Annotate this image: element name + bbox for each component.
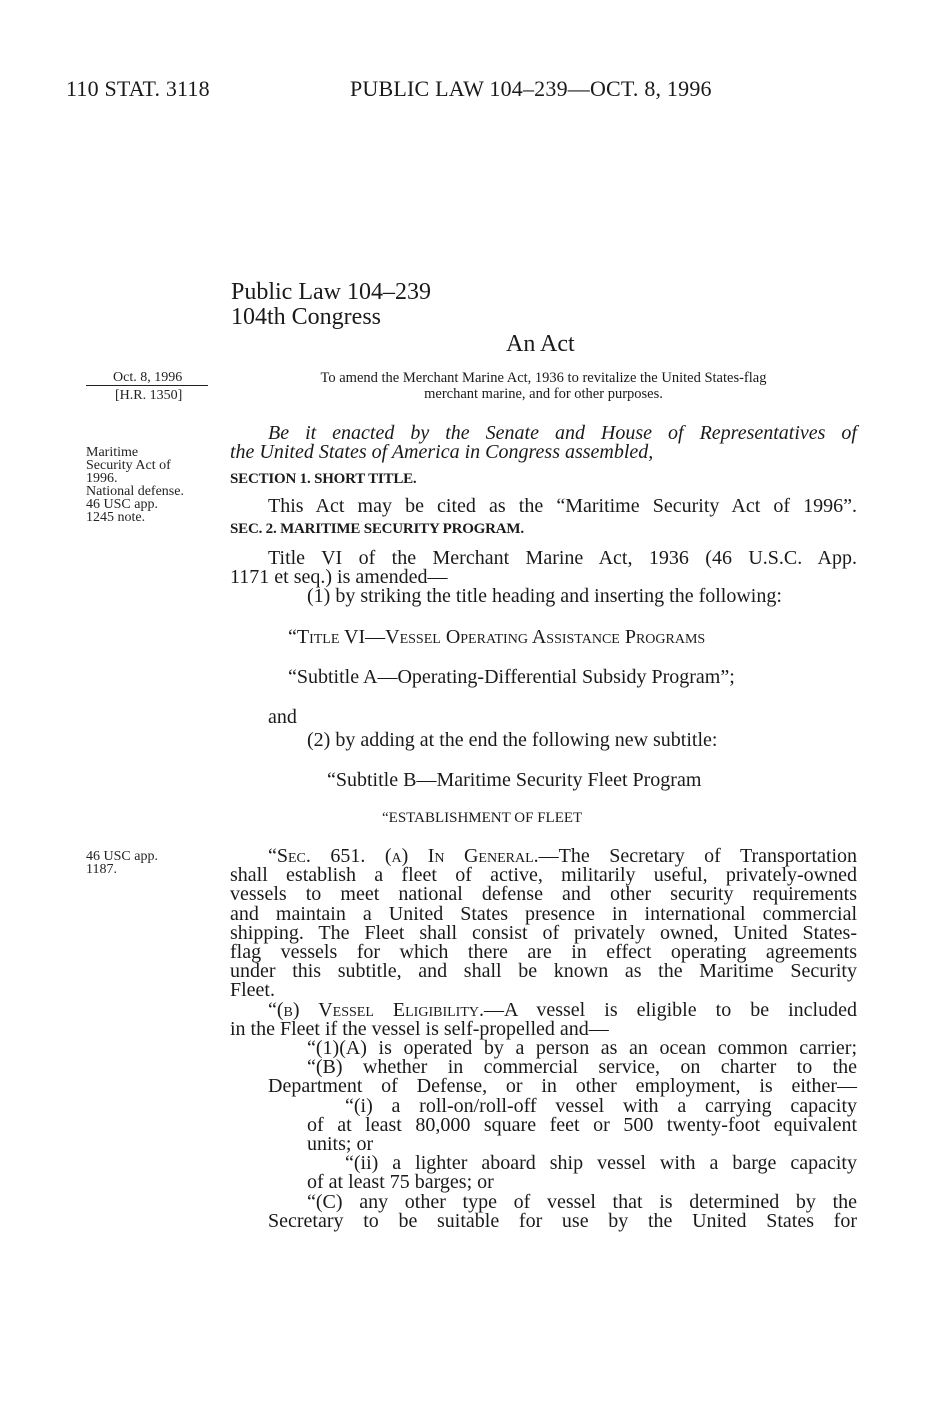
act-purpose xyxy=(230,370,857,402)
sec651-a-line: “Sec. 651. (a) In General.—The Secretary of Transportation xyxy=(268,845,857,867)
margin-note-line: 46 USC app. xyxy=(86,497,158,512)
sec651-a-line: vessels to meet national defense and other security requirements xyxy=(230,883,857,906)
sec651-bB-line: “(B) whether in commercial service, on charter to the xyxy=(307,1056,857,1079)
sec651-bi-line: “(i) a roll-on/roll-off vessel with a carrying capacity xyxy=(345,1094,857,1117)
subtitle-b-heading: “Subtitle B—Maritime Security Fleet Program xyxy=(327,769,702,791)
sec651-a-line: and maintain a United States presence in international commercial xyxy=(230,902,857,925)
section2-intro-line2: 1171 et seq.) is amended— xyxy=(230,566,448,588)
public-law-number: Public Law 104–239 xyxy=(231,279,431,305)
running-header-title: PUBLIC LAW 104–239—OCT. 8, 1996 xyxy=(350,76,712,101)
margin-note-sec651 xyxy=(86,850,158,876)
margin-note-line: Security Act of xyxy=(86,458,171,473)
purpose-line: merchant marine, and for other purposes. xyxy=(424,386,663,402)
sec651-bi-line: units; or xyxy=(307,1133,374,1156)
sec651-b-line: in the Fleet if the vessel is self-propelled and— xyxy=(230,1017,609,1040)
sec651-a-line: flag vessels for which there are in effect operating agreements xyxy=(230,941,857,964)
sec651-b-lead: “(b) Vessel Eligibility. xyxy=(268,998,484,1021)
connector-and: and xyxy=(268,706,297,728)
bill-number: [H.R. 1350] xyxy=(115,388,183,403)
sec651-b-line: “(b) Vessel Eligibility.—A vessel is eligible to be included xyxy=(268,998,857,1021)
margin-note-line: 46 USC app. xyxy=(86,849,158,864)
act-label: An Act xyxy=(506,331,575,357)
sec651-b1a: “(1)(A) is operated by a person as an ocean common carrier; xyxy=(307,1037,857,1060)
section2-intro-line1: Title VI of the Merchant Marine Act, 1936 (46 U.S.C. App. xyxy=(268,547,857,569)
purpose-line: To amend the Merchant Marine Act, 1936 to revitalize the United States-flag xyxy=(320,370,767,386)
enacting-clause-line2: the United States of America in Congress assembled, xyxy=(230,441,654,463)
margin-note-line: National defense. xyxy=(86,484,184,499)
page-stat-citation: 110 STAT. 3118 xyxy=(66,76,210,101)
congress-number: 104th Congress xyxy=(231,304,381,330)
sec651-bii-line: “(ii) a lighter aboard ship vessel with a barge capacity xyxy=(345,1152,857,1175)
section2-heading: SEC. 2. MARITIME SECURITY PROGRAM. xyxy=(230,521,524,537)
sec651-subsection-a xyxy=(230,847,857,1231)
margin-divider xyxy=(86,385,208,386)
sec651-a-line: under this subtitle, and shall be known as the Maritime Security xyxy=(230,960,857,983)
sec651-bC-line: Secretary to be suitable for use by the United States for xyxy=(268,1209,857,1232)
sec651-bii-line: of at least 75 barges; or xyxy=(307,1171,494,1194)
section2-para2: (2) by adding at the end the following new subtitle: xyxy=(307,729,718,751)
section2-para1: (1) by striking the title heading and inserting the following: xyxy=(307,585,782,607)
margin-note-line: Maritime xyxy=(86,445,139,460)
sec651-bB-line: Department of Defense, or in other employment, is either— xyxy=(268,1075,857,1098)
section1-heading: SECTION 1. SHORT TITLE. xyxy=(230,471,417,487)
sec651-a-line: shall establish a fleet of active, militarily useful, privately-owned xyxy=(230,864,857,887)
margin-note-line: 1245 note. xyxy=(86,510,146,525)
title-vi-heading: “Title VI—Vessel Operating Assistance Programs xyxy=(288,626,706,648)
sec651-a-line: shipping. The Fleet shall consist of privately owned, United States- xyxy=(230,921,857,944)
enactment-date: Oct. 8, 1996 xyxy=(113,370,183,385)
sec651-bi-line: of at least 80,000 square feet or 500 twenty-foot equivalent xyxy=(307,1113,857,1136)
section1-text: This Act may be cited as the “Maritime Security Act of 1996”. xyxy=(268,495,857,517)
margin-note-line: 1187. xyxy=(86,862,117,877)
margin-note-line: 1996. xyxy=(86,471,118,486)
sec651-a-line: Fleet. xyxy=(230,979,275,1002)
enacting-clause-line1: Be it enacted by the Senate and House of Representatives of xyxy=(268,422,857,444)
subtitle-a-heading: “Subtitle A—Operating-Differential Subsidy Program”; xyxy=(288,666,735,688)
sec651-a-lead: “Sec. 651. (a) In General. xyxy=(268,845,539,867)
margin-note-short-title xyxy=(86,446,184,524)
sec651-bC-line: “(C) any other type of vessel that is determined by the xyxy=(307,1190,857,1213)
establishment-of-fleet-heading: “ESTABLISHMENT OF FLEET xyxy=(382,810,583,826)
